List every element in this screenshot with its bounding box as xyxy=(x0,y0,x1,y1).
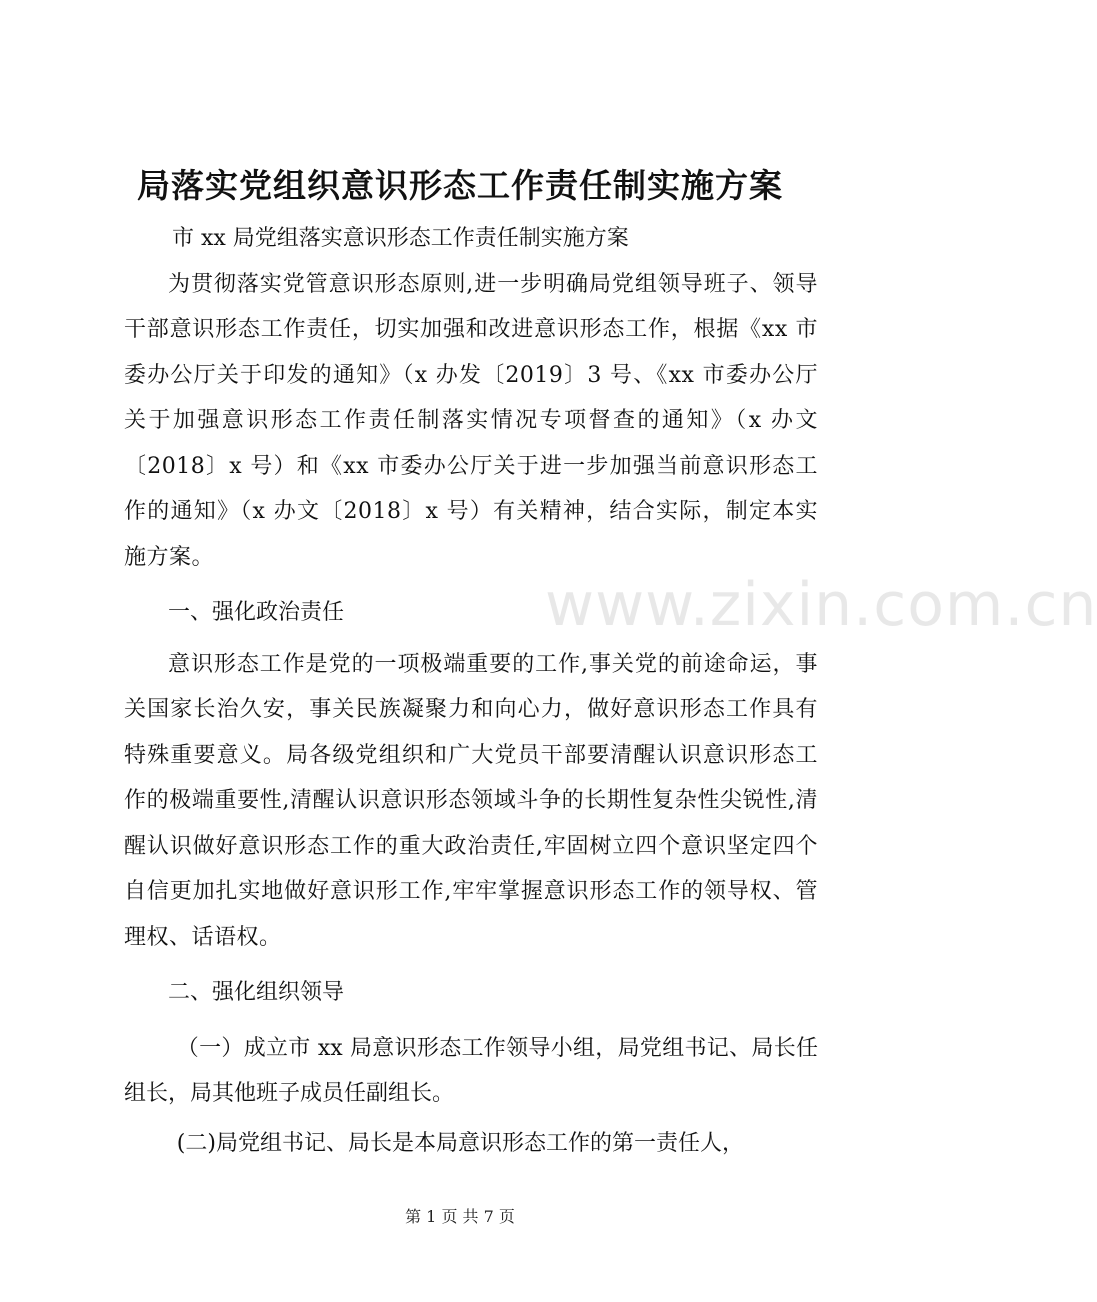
page-footer: 第 1 页 共 7 页 xyxy=(405,1207,515,1226)
section-1-paragraph: 意识形态工作是党的一项极端重要的工作,事关党的前途命运，事关国家长治久安，事关民族凝聚力和向心力，做好意识形态工作具有特殊重要意义。局各级党组织和广大党员干部要清醒认识意识形态工作的极端重要性,清醒认识意识形态领域斗争的长期性复杂性尖锐性,清醒认识做好意识形态工作的重大政治责任,牢固树立四个意识坚定四个自信更加扎实地做好意识形工作,牢牢掌握意识形态工作的领导权、管理权、话语权。 xyxy=(124,651,818,950)
section-heading-2: 二、强化组织领导 xyxy=(168,980,345,1005)
section-2-item-1: （一）成立市 xx 局意识形态工作领导小组，局党组书记、局长任组长，局其他班子成员任副组长。 xyxy=(124,1035,818,1106)
watermark: www.zixin.com.cn xyxy=(545,570,1097,640)
document-body xyxy=(124,216,818,1166)
document-title: 局落实党组织意识形态工作责任制实施方案 xyxy=(137,166,783,205)
document-subtitle: 市 xx 局党组落实意识形态工作责任制实施方案 xyxy=(172,226,629,251)
intro-paragraph: 为贯彻落实党管意识形态原则,进一步明确局党组领导班子、领导干部意识形态工作责任，切实加强和改进意识形态工作，根据《xx 市委办公厅关于印发的通知》（x 办发〔2019〕3 号、《xx 市委办公厅关于加强意识形态工作责任制落实情况专项督查的通知》（x 办文〔2018〕x 号）和《xx 市委办公厅关于进一步加强当前意识形态工作的通知》（x 办文〔2018〕x 号）有关精神，结合实际，制定本实施方案。 xyxy=(124,271,818,570)
section-heading-1: 一、强化政治责任 xyxy=(168,600,345,625)
section-2-item-2: (二)局党组书记、局长是本局意识形态工作的第一责任人， xyxy=(176,1130,744,1156)
